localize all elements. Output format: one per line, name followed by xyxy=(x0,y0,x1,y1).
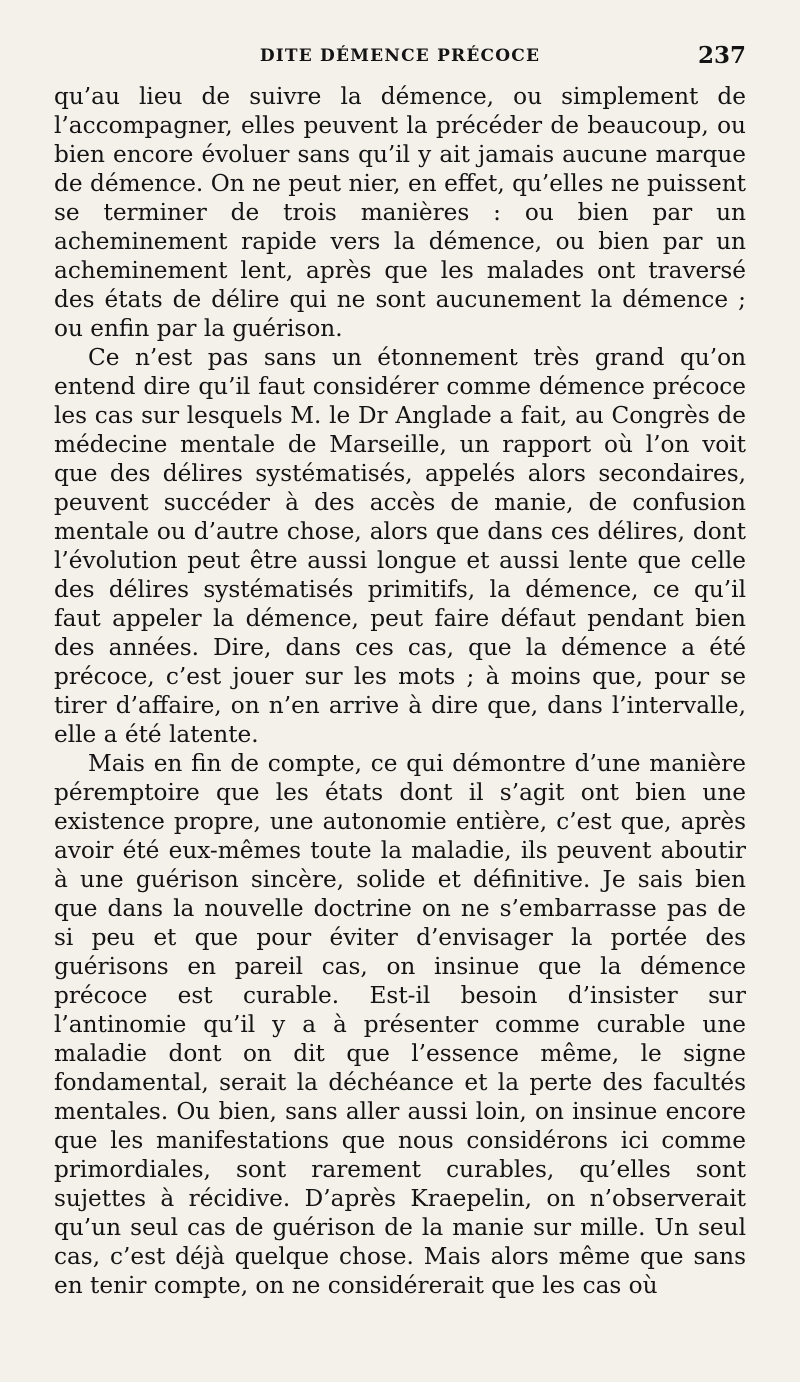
page-number: 237 xyxy=(697,42,746,69)
paragraph-3: Mais en fin de compte, ce qui démontre d’une manière péremptoire que les états dont il s’agit ont bien une existence propre, une autonomie entière, c’est que, après avoir été eux-mêmes toute la maladie, ils peuvent aboutir à une guérison sincère, solide et définitive. Je sais bien que dans la nouvelle doctrine on ne s’embarrasse pas de si peu et que pour éviter d’envisager la portée des guérisons en pareil cas, on insinue que la démence précoce est curable. Est-il besoin d’insister sur l’antinomie qu’il y a à présenter comme curable une maladie dont on dit que l’essence même, le signe fondamental, serait la déchéance et la perte des facultés mentales. Ou bien, sans aller aussi loin, on insinue encore que les manifestations que nous considérons ici comme primordiales, sont rarement curables, qu’elles sont sujettes à récidive. D’après Kraepelin, on n’observerait qu’un seul cas de guérison de la manie sur mille. Un seul cas, c’est déjà quelque chose. Mais alors même que sans en tenir compte, on ne considérerait que les cas où xyxy=(54,750,746,1299)
running-head xyxy=(54,42,746,72)
paragraph-2: Ce n’est pas sans un étonnement très grand qu’on entend dire qu’il faut considérer comme démence précoce les cas sur lesquels M. le Dr Anglade a fait, au Congrès de médecine mentale de Marseille, un rapport où l’on voit que des délires systématisés, appelés alors secondaires, peuvent succéder à des accès de manie, de confusion mentale ou d’autre chose, alors que dans ces délires, dont l’évolution peut être aussi longue et aussi lente que celle des délires systématisés primitifs, la démence, ce qu’il faut appeler la démence, peut faire défaut pendant bien des années. Dire, dans ces cas, que la démence a été précoce, c’est jouer sur les mots ; à moins que, pour se tirer d’affaire, on n’en arrive à dire que, dans l’intervalle, elle a été latente. xyxy=(54,344,746,748)
body-text xyxy=(54,82,746,1300)
paragraph-1: qu’au lieu de suivre la démence, ou simplement de l’accompagner, elles peuvent la précéder de beaucoup, ou bien encore évoluer sans qu’il y ait jamais aucune marque de démence. On ne peut nier, en effet, qu’elles ne puissent se terminer de trois manières : ou bien par un acheminement rapide vers la démence, ou bien par un acheminement lent, après que les malades ont traversé des états de délire qui ne sont aucunement la démence ; ou enfin par la guérison. xyxy=(54,83,746,342)
running-title: DITE DÉMENCE PRÉCOCE xyxy=(259,46,541,66)
